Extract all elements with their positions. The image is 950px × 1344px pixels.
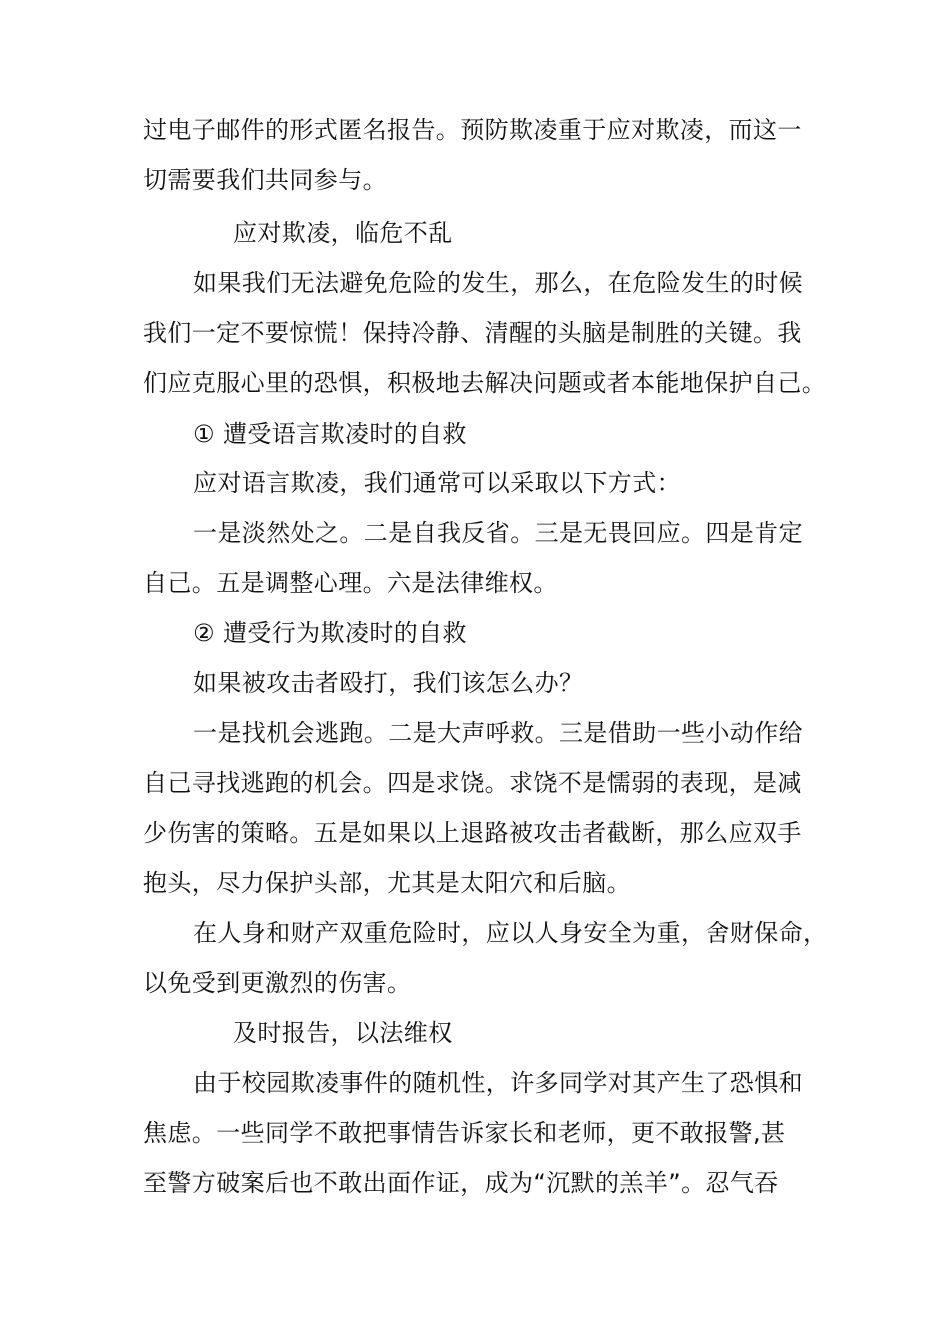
text-line: 自己寻找逃跑的机会。四是求饶。求饶不是懦弱的表现，是减: [143, 769, 802, 797]
paragraph-first-line: 如果我们无法避免危险的发生，那么，在危险发生的时候: [193, 269, 803, 297]
paragraph-first-line: 一是淡然处之。二是自我反省。三是无畏回应。四是肯定: [193, 519, 803, 547]
paragraph-first-line: 一是找机会逃跑。二是大声呼救。三是借助一些小动作给: [193, 719, 803, 747]
text-line: 过电子邮件的形式匿名报告。预防欺凌重于应对欺凌，而这一: [143, 116, 802, 144]
paragraph-first-line: 由于校园欺凌事件的随机性，许多同学对其产生了恐惧和: [193, 1069, 803, 1097]
paragraph-first-line: 应对语言欺凌，我们通常可以采取以下方式：: [193, 469, 681, 497]
section-heading: 应对欺凌，临危不乱: [233, 219, 453, 247]
subsection-heading: ① 遭受语言欺凌时的自救: [193, 420, 467, 448]
text-line: 自己。五是调整心理。六是法律维权。: [143, 569, 558, 597]
text-line: 至警方破案后也不敢出面作证，成为“沉默的羔羊”。忍气吞: [143, 1169, 779, 1197]
paragraph-first-line: 在人身和财产双重危险时，应以人身安全为重，舍财保命，: [193, 919, 828, 947]
text-line: 抱头，尽力保护头部，尤其是太阳穴和后脑。: [143, 869, 631, 897]
text-line: 少伤害的策略。五是如果以上退路被攻击者截断，那么应双手: [143, 819, 802, 847]
section-heading: 及时报告，以法维权: [233, 1019, 453, 1047]
text-line: 们应克服心里的恐惧，积极地去解决问题或者本能地保护自己。: [143, 369, 827, 397]
text-line: 焦虑。一些同学不敢把事情告诉家长和老师，更不敢报警,甚: [143, 1119, 786, 1147]
subsection-heading: ② 遭受行为欺凌时的自救: [193, 619, 467, 647]
text-line: 切需要我们共同参与。: [143, 166, 387, 194]
paragraph-first-line: 如果被攻击者殴打，我们该怎么办？: [193, 669, 584, 697]
text-line: 以免受到更激烈的伤害。: [143, 969, 412, 997]
text-line: 我们一定不要惊慌！保持冷静、清醒的头脑是制胜的关键。我: [143, 319, 802, 347]
